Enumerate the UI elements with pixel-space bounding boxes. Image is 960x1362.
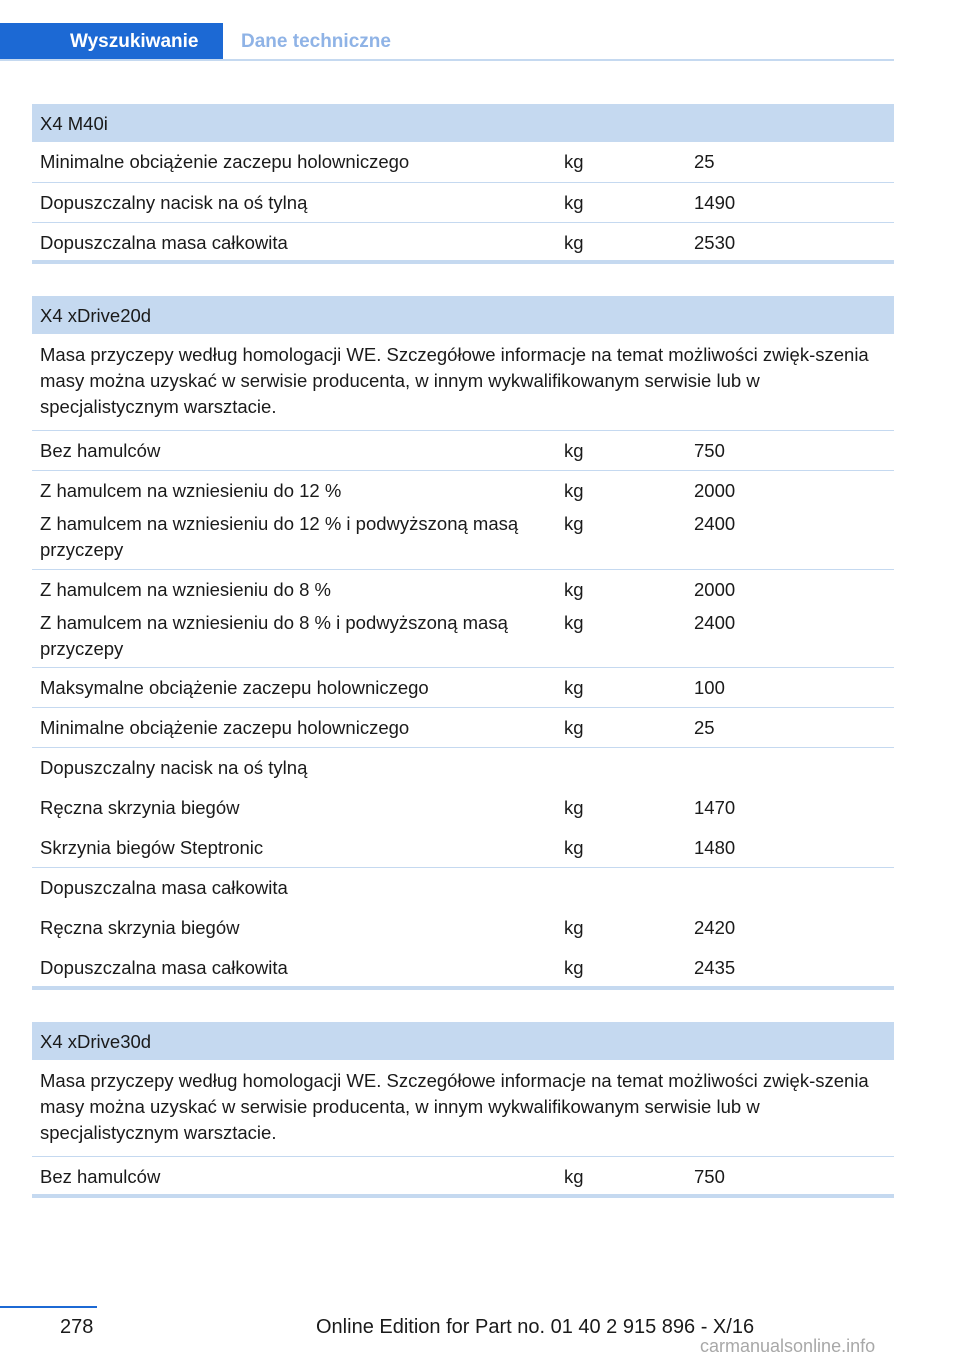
table-description-row bbox=[32, 1060, 894, 1157]
row-unit: kg bbox=[556, 603, 686, 668]
row-label: Dopuszczalna masa całkowita bbox=[32, 948, 556, 988]
table-row bbox=[32, 948, 894, 988]
page-number: 278 bbox=[60, 1316, 94, 1338]
spec-tables bbox=[32, 104, 894, 1198]
table-row bbox=[32, 569, 894, 603]
row-unit bbox=[556, 748, 686, 788]
row-unit: kg bbox=[564, 578, 584, 600]
row-value: 1490 bbox=[686, 182, 894, 222]
row-unit: kg bbox=[556, 828, 686, 868]
breadcrumb-tabs bbox=[0, 23, 894, 61]
row-label: Dopuszczalny nacisk na oś tylną bbox=[40, 757, 308, 778]
row-unit: kg bbox=[556, 668, 686, 708]
table-header bbox=[32, 296, 894, 334]
table-row bbox=[32, 828, 894, 868]
row-value: 2000 bbox=[694, 480, 736, 501]
watermark: carmanualsonline.info bbox=[700, 1336, 876, 1356]
row-value: 2400 bbox=[686, 603, 894, 668]
table-row bbox=[32, 182, 894, 222]
row-label: Z hamulcem na wzniesieniu do 12 % bbox=[40, 480, 342, 501]
row-label: Minimalne obciążenie zaczepu holowniczego bbox=[32, 142, 556, 182]
row-unit: kg bbox=[564, 796, 584, 818]
table-title: X4 xDrive20d bbox=[32, 296, 894, 334]
row-label: Bez hamulców bbox=[32, 431, 556, 471]
tab-underline bbox=[0, 59, 894, 61]
table-row bbox=[32, 1156, 894, 1196]
table-row bbox=[32, 222, 894, 262]
row-label: Bez hamulców bbox=[32, 1156, 556, 1196]
tab-dane-techniczne[interactable]: Dane techniczne bbox=[241, 31, 391, 52]
row-value: 1480 bbox=[686, 828, 894, 868]
row-unit: kg bbox=[556, 222, 686, 262]
table-row bbox=[32, 868, 894, 908]
table-row bbox=[32, 504, 894, 569]
row-unit: kg bbox=[556, 948, 686, 988]
row-unit: kg bbox=[556, 431, 686, 471]
row-unit: kg bbox=[564, 916, 584, 938]
row-label: Z hamulcem na wzniesieniu do 12 % i podwyższoną masą przyczepy bbox=[32, 504, 556, 569]
row-unit: kg bbox=[556, 1156, 686, 1196]
row-label: Z hamulcem na wzniesieniu do 8 % i podwyższoną masą przyczepy bbox=[32, 603, 556, 668]
row-label: Z hamulcem na wzniesieniu do 8 % bbox=[40, 578, 332, 600]
row-value bbox=[686, 868, 894, 908]
row-label: Maksymalne obciążenie zaczepu holowniczego bbox=[32, 668, 556, 708]
spec-table-x4-xdrive20d bbox=[32, 296, 894, 990]
row-label: Dopuszczalny nacisk na oś tylną bbox=[32, 182, 556, 222]
row-unit: kg bbox=[556, 182, 686, 222]
table-title: X4 M40i bbox=[32, 104, 894, 142]
row-unit: kg bbox=[556, 708, 686, 748]
table-row bbox=[32, 708, 894, 748]
row-label: Minimalne obciążenie zaczepu holowniczego bbox=[32, 708, 556, 748]
row-value: 25 bbox=[686, 708, 894, 748]
table-row bbox=[32, 142, 894, 182]
tab-wyszukiwanie[interactable]: Wyszukiwanie bbox=[0, 23, 223, 61]
table-description: Masa przyczepy według homologacji WE. Szczegółowe informacje na temat możliwości zwięk‐szenia masy można uzyskać w serwisie producenta, w innym wykwalifikowanym serwisie lub w specjalistycznym warsztacie. bbox=[32, 1060, 894, 1157]
table-title: X4 xDrive30d bbox=[32, 1022, 894, 1060]
row-unit: kg bbox=[564, 480, 584, 501]
row-value: 2000 bbox=[694, 578, 736, 600]
table-description: Masa przyczepy według homologacji WE. Szczegółowe informacje na temat możliwości zwięk‐szenia masy można uzyskać w serwisie producenta, w innym wykwalifikowanym serwisie lub w specjalistycznym warsztacie. bbox=[32, 334, 894, 431]
row-value: 750 bbox=[686, 431, 894, 471]
row-unit: kg bbox=[556, 504, 686, 569]
table-row bbox=[32, 603, 894, 668]
row-label: Skrzynia biegów Steptronic bbox=[32, 828, 556, 868]
table-row bbox=[32, 908, 894, 948]
table-row bbox=[32, 668, 894, 708]
table-row bbox=[32, 471, 894, 505]
row-label: Dopuszczalna masa całkowita bbox=[32, 222, 556, 262]
row-value: 2530 bbox=[686, 222, 894, 262]
row-unit bbox=[556, 868, 686, 908]
row-value: 2435 bbox=[686, 948, 894, 988]
row-label: Ręczna skrzynia biegów bbox=[40, 916, 240, 938]
table-header bbox=[32, 1022, 894, 1060]
row-value: 2420 bbox=[694, 916, 736, 938]
table-description-row bbox=[32, 334, 894, 431]
row-label: Dopuszczalna masa całkowita bbox=[40, 877, 288, 898]
row-value: 100 bbox=[686, 668, 894, 708]
row-label: Ręczna skrzynia biegów bbox=[40, 796, 240, 818]
table-row bbox=[32, 431, 894, 471]
table-row bbox=[32, 748, 894, 788]
row-value bbox=[686, 748, 894, 788]
spec-table-x4-m40i bbox=[32, 104, 894, 264]
edition-info: Online Edition for Part no. 01 40 2 915 896 - X/16 bbox=[316, 1316, 755, 1338]
spec-table-x4-xdrive30d bbox=[32, 1022, 894, 1199]
row-value: 750 bbox=[686, 1156, 894, 1196]
row-value: 2400 bbox=[686, 504, 894, 569]
table-row bbox=[32, 788, 894, 828]
row-value: 25 bbox=[686, 142, 894, 182]
row-value: 1470 bbox=[694, 796, 736, 818]
table-header bbox=[32, 104, 894, 142]
footer-accent-line bbox=[0, 1306, 97, 1308]
row-unit: kg bbox=[556, 142, 686, 182]
